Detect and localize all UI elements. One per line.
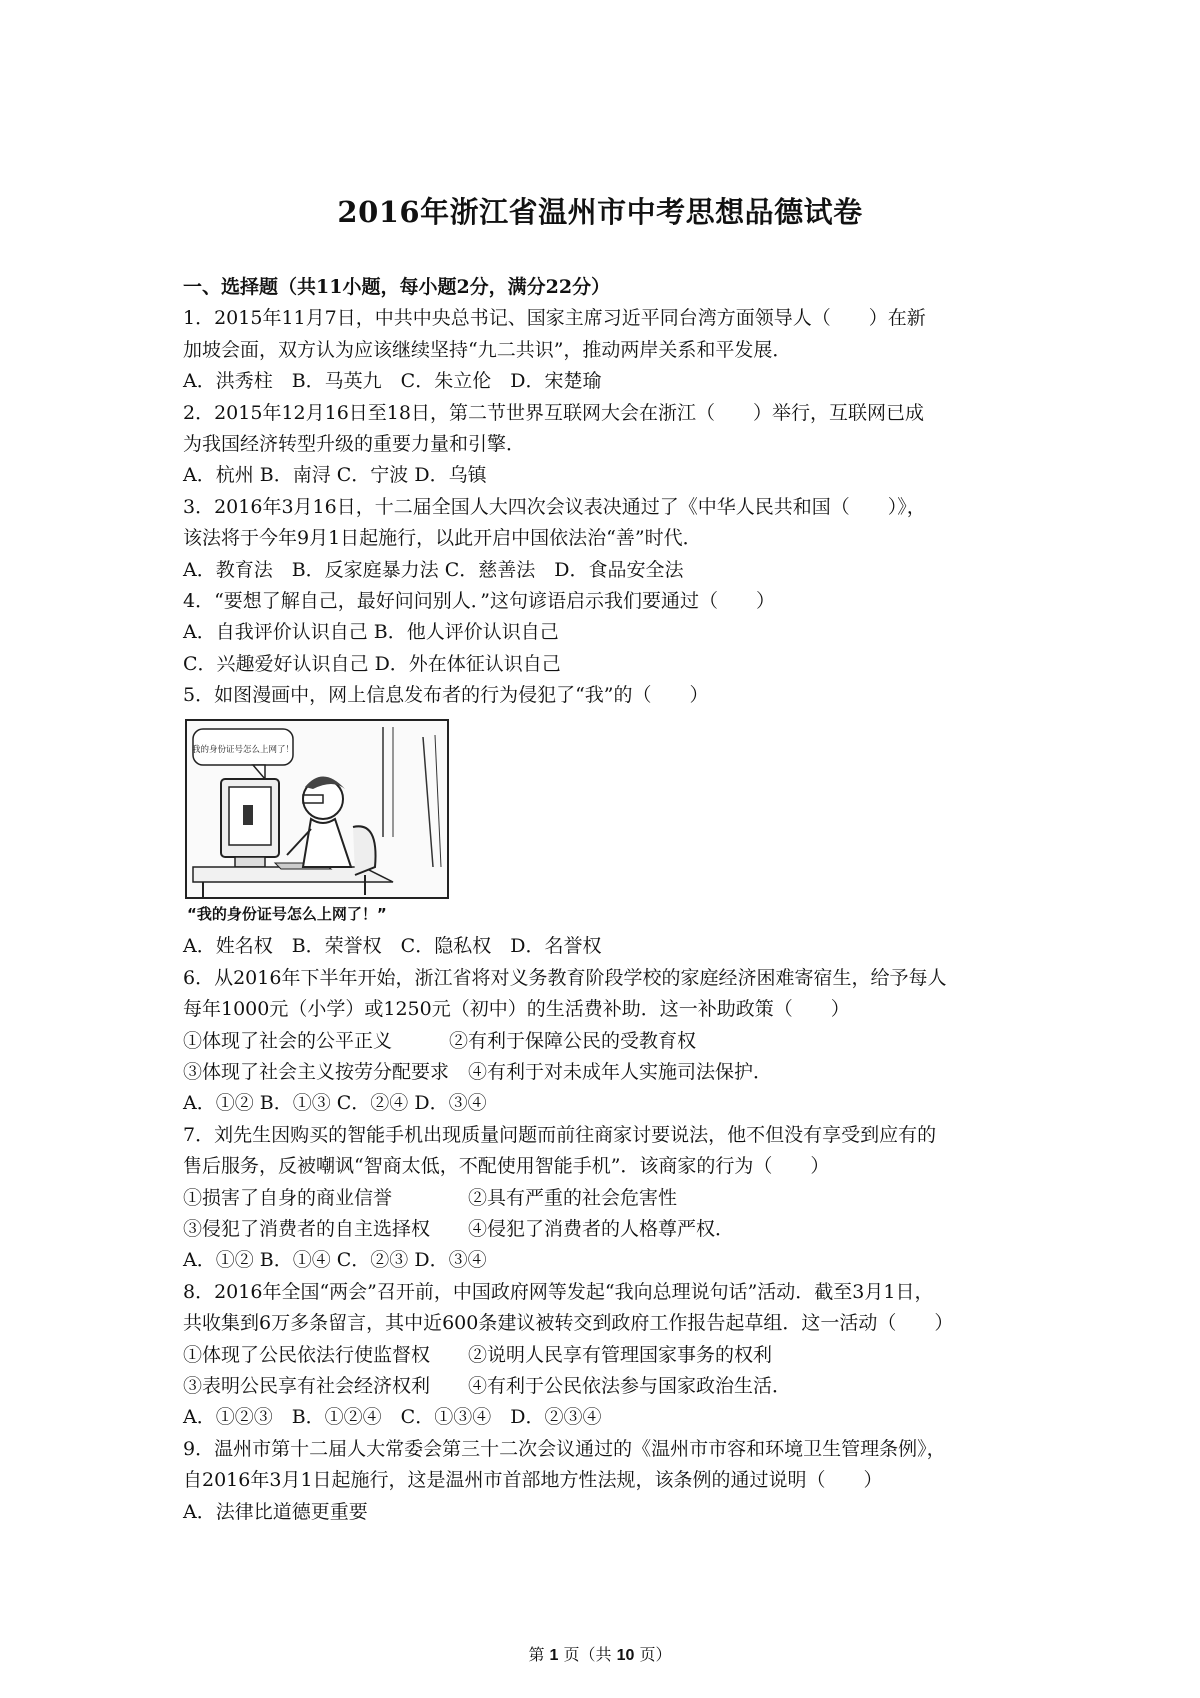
section-heading: 一、选择题（共11小题，每小题2分，满分22分） xyxy=(183,276,611,298)
statement-line: ③体现了社会主义按劳分配要求 ④有利于对未成年人实施司法保护． xyxy=(183,1061,773,1084)
footer-middle: 页（共 xyxy=(563,1645,612,1664)
answer-options: A．洪秀柱 B．马英九 C．朱立伦 D．宋楚瑜 xyxy=(183,370,602,393)
text-line: 7．刘先生因购买的智能手机出现质量问题而前往商家讨要说法，他不但没有享受到应有的 xyxy=(183,1123,937,1146)
text-line: 4．“要想了解自己，最好问问别人．”这句谚语启示我们要通过（ ） xyxy=(183,589,776,612)
statement-line: ①体现了社会的公平正义 ②有利于保障公民的受教育权 xyxy=(183,1029,697,1052)
cartoon-caption: “我的身份证号怎么上网了！” xyxy=(187,905,387,924)
cartoon-illustration xyxy=(183,717,451,927)
answer-options: C．兴趣爱好认识自己 D．外在体征认识自己 xyxy=(183,652,561,675)
text-line: 3．2016年3月16日，十二届全国人大四次会议表决通过了《中华人民共和国（ ）》， xyxy=(183,495,926,518)
statement-line: ①体现了公民依法行使监督权 ②说明人民享有管理国家事务的权利 xyxy=(183,1343,773,1366)
answer-options: A．姓名权 B．荣誉权 C．隐私权 D．名誉权 xyxy=(183,935,602,958)
answer-options: A．①② B．①④ C．②③ D．③④ xyxy=(183,1249,487,1272)
text-line: 加坡会面，双方认为应该继续坚持“九二共识”，推动两岸关系和平发展． xyxy=(183,338,792,361)
statement-line: ③表明公民享有社会经济权利 ④有利于公民依法参与国家政治生活． xyxy=(183,1374,792,1397)
footer-suffix: 页） xyxy=(639,1645,672,1664)
footer-total-pages: 10 xyxy=(616,1647,635,1664)
speech-bubble-text: 我的身份证号怎么上网了！ xyxy=(191,745,295,756)
text-line: 8．2016年全国“两会”召开前，中国政府网等发起“我向总理说句话”活动．截至3月1日， xyxy=(183,1280,934,1303)
text-line: 2．2015年12月16日至18日，第二节世界互联网大会在浙江（ ）举行，互联网已成 xyxy=(183,401,924,424)
text-line: 每年1000元（小学）或1250元（初中）的生活费补助．这一补助政策（ ） xyxy=(183,998,850,1021)
text-line: 该法将于今年9月1日起施行，以此开启中国依法治“善”时代． xyxy=(183,527,702,550)
answer-options: A．法律比道德更重要 xyxy=(183,1500,368,1523)
page-footer xyxy=(0,1642,1200,1665)
text-line: 共收集到6万多条留言，其中近600条建议被转交到政府工作报告起草组．这一活动（ ） xyxy=(183,1312,954,1335)
answer-options: A．杭州 B．南浔 C．宁波 D．乌镇 xyxy=(183,464,487,487)
cartoon-figure xyxy=(183,717,451,927)
answer-options: A．①② B．①③ C．②④ D．③④ xyxy=(183,1092,487,1115)
footer-prefix: 第 xyxy=(528,1645,545,1664)
page-title: 2016年浙江省温州市中考思想品德试卷 xyxy=(337,195,863,229)
text-line: 1．2015年11月7日，中共中央总书记、国家主席习近平同台湾方面领导人（ ）在新 xyxy=(183,307,926,330)
question-body xyxy=(183,272,1043,1528)
text-line: 自2016年3月1日起施行，这是温州市首部地方性法规，该条例的通过说明（ ） xyxy=(183,1469,883,1492)
answer-options: A．教育法 B．反家庭暴力法 C．慈善法 D．食品安全法 xyxy=(183,558,684,581)
text-line: 为我国经济转型升级的重要力量和引擎． xyxy=(183,432,526,455)
footer-page-number: 1 xyxy=(549,1647,559,1664)
text-line: 6．从2016年下半年开始，浙江省将对义务教育阶段学校的家庭经济困难寄宿生，给予每人 xyxy=(183,966,947,989)
text-line: 售后服务，反被嘲讽“智商太低，不配使用智能手机”．该商家的行为（ ） xyxy=(183,1155,830,1178)
text-line: 5．如图漫画中，网上信息发布者的行为侵犯了“我”的（ ） xyxy=(183,684,709,707)
answer-options: A．①②③ B．①②④ C．①③④ D．②③④ xyxy=(183,1406,602,1429)
text-line: 9．温州市第十二届人大常委会第三十二次会议通过的《温州市市容和环境卫生管理条例》， xyxy=(183,1437,946,1460)
statement-line: ①损害了自身的商业信誉 ②具有严重的社会危害性 xyxy=(183,1186,678,1209)
answer-options: A．自我评价认识自己 B．他人评价认识自己 xyxy=(183,621,559,644)
statement-line: ③侵犯了消费者的自主选择权 ④侵犯了消费者的人格尊严权． xyxy=(183,1217,735,1240)
